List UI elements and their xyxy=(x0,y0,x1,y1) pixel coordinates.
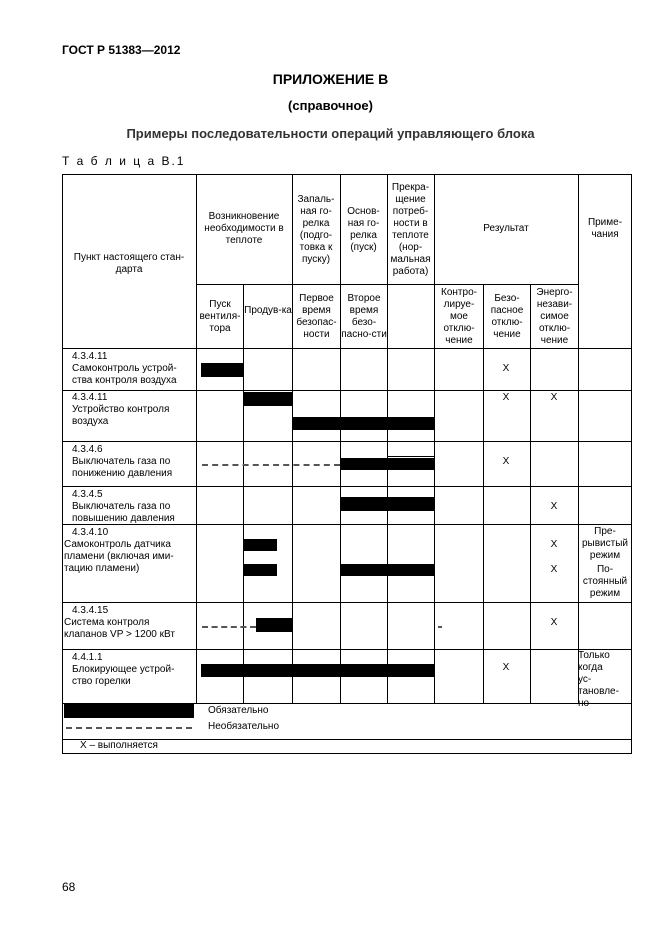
row-2-bar-purge xyxy=(244,392,292,406)
row-3-clause: 4.3.4.6 xyxy=(72,444,103,455)
row-5-nonvolatile-2: X xyxy=(550,564,558,575)
col-header-second-safety: Второе время безо-пасно-сти xyxy=(341,293,387,340)
appendix-subtitle: (справочное) xyxy=(288,98,373,113)
row-3-safe: X xyxy=(502,456,510,467)
legend-optional-swatch xyxy=(66,727,192,729)
row-7-note: Только когда ус-тановле-но xyxy=(578,650,619,709)
appendix-caption: Примеры последовательности операций управляющего блока xyxy=(126,126,535,141)
row-4-bar-main xyxy=(340,497,434,511)
row-6-optional-line xyxy=(202,626,256,628)
row-7-clause: 4.4.1.1 xyxy=(72,652,103,663)
row-3-optional-line xyxy=(202,464,340,466)
row-5-note-2: По-стоянный режим xyxy=(582,564,628,599)
appendix-title: ПРИЛОЖЕНИЕ В xyxy=(272,71,389,87)
row-6-nonvolatile: X xyxy=(550,617,558,628)
row-7-name: Блокирующее устрой-ство горелки xyxy=(72,664,175,687)
row-5-bar-main xyxy=(340,564,434,576)
legend-optional-label: Необязательно xyxy=(208,721,280,732)
col-header-main-burner: Основ-ная го-релка (пуск) xyxy=(347,206,380,253)
row-7-safe: X xyxy=(502,662,510,673)
row-6-clause: 4.3.4.15 xyxy=(72,605,109,616)
col-header-safe-shutdown: Безо-пасное отклю-чение xyxy=(490,293,524,340)
row-6-bar-purge xyxy=(256,618,292,632)
row-7-bar xyxy=(201,664,434,677)
row-1-bar-fan xyxy=(201,363,243,377)
row-2-name: Устройство контроля воздуха xyxy=(72,404,170,427)
row-3-name: Выключатель газа по понижению давления xyxy=(72,456,173,479)
row-4-name: Выключатель газа по повышению давления xyxy=(72,501,175,524)
row-4-nonvolatile: X xyxy=(550,501,558,512)
row-4-clause: 4.3.4.5 xyxy=(72,489,103,500)
col-header-nonvolatile-shutdown: Энерго-незави-симое отклю-чение xyxy=(536,287,573,346)
sequence-table xyxy=(62,174,632,754)
legend-mandatory-swatch xyxy=(64,704,194,718)
col-header-ignition: Запаль-ная го-релка (подго-товка к пуску) xyxy=(297,194,335,265)
col-header-result: Результат xyxy=(483,223,529,234)
col-header-notes: Приме-чания xyxy=(587,217,623,240)
row-1-clause: 4.3.4.11 xyxy=(72,351,108,362)
row-5-clause: 4.3.4.10 xyxy=(72,527,109,538)
col-header-point: Пункт настоящего стан-дарта xyxy=(73,252,185,275)
col-header-controlled-shutdown: Контро-лируе-мое отклю-чение xyxy=(441,287,477,346)
page-number: 68 xyxy=(62,880,76,894)
legend-executed-label: X – выполняется xyxy=(80,740,158,751)
col-header-purge: Продув-ка xyxy=(244,305,292,316)
row-2-bar-ignition xyxy=(292,417,434,430)
row-5-bar-purge-1 xyxy=(244,539,277,551)
col-header-first-safety: Первое время безопас-ности xyxy=(296,293,337,340)
row-2-nonvolatile: X xyxy=(550,392,558,403)
document-header: ГОСТ Р 51383—2012 xyxy=(62,43,181,57)
row-5-note-1: Пре-рывистый режим xyxy=(581,526,628,561)
table-label: Т а б л и ц а В.1 xyxy=(62,154,186,168)
legend-mandatory-label: Обязательно xyxy=(208,705,269,716)
row-1-safe: X xyxy=(502,363,510,374)
row-3-bar-main xyxy=(340,458,434,470)
row-5-bar-purge-2 xyxy=(244,564,277,576)
row-1-name: Самоконтроль устрой-ства контроля воздуха xyxy=(72,363,177,386)
row-6-optional-mark xyxy=(438,626,442,628)
col-header-need-heat: Возникновение необходимости в теплоте xyxy=(204,211,284,246)
row-5-nonvolatile: X xyxy=(550,539,558,550)
row-2-safe: X xyxy=(502,392,510,403)
row-2-clause: 4.3.4.11 xyxy=(72,392,108,403)
col-header-fan-start: Пуск вентиля-тора xyxy=(199,299,241,334)
row-5-name: Самоконтроль датчика пламени (включая ими-тацию пламени) xyxy=(64,539,174,574)
col-header-stop-need: Прекра-щение потреб-ности в теплоте (нор-мальная работа) xyxy=(390,182,431,277)
row-6-name: Система контроля клапанов VP > 1200 кВт xyxy=(64,617,175,640)
